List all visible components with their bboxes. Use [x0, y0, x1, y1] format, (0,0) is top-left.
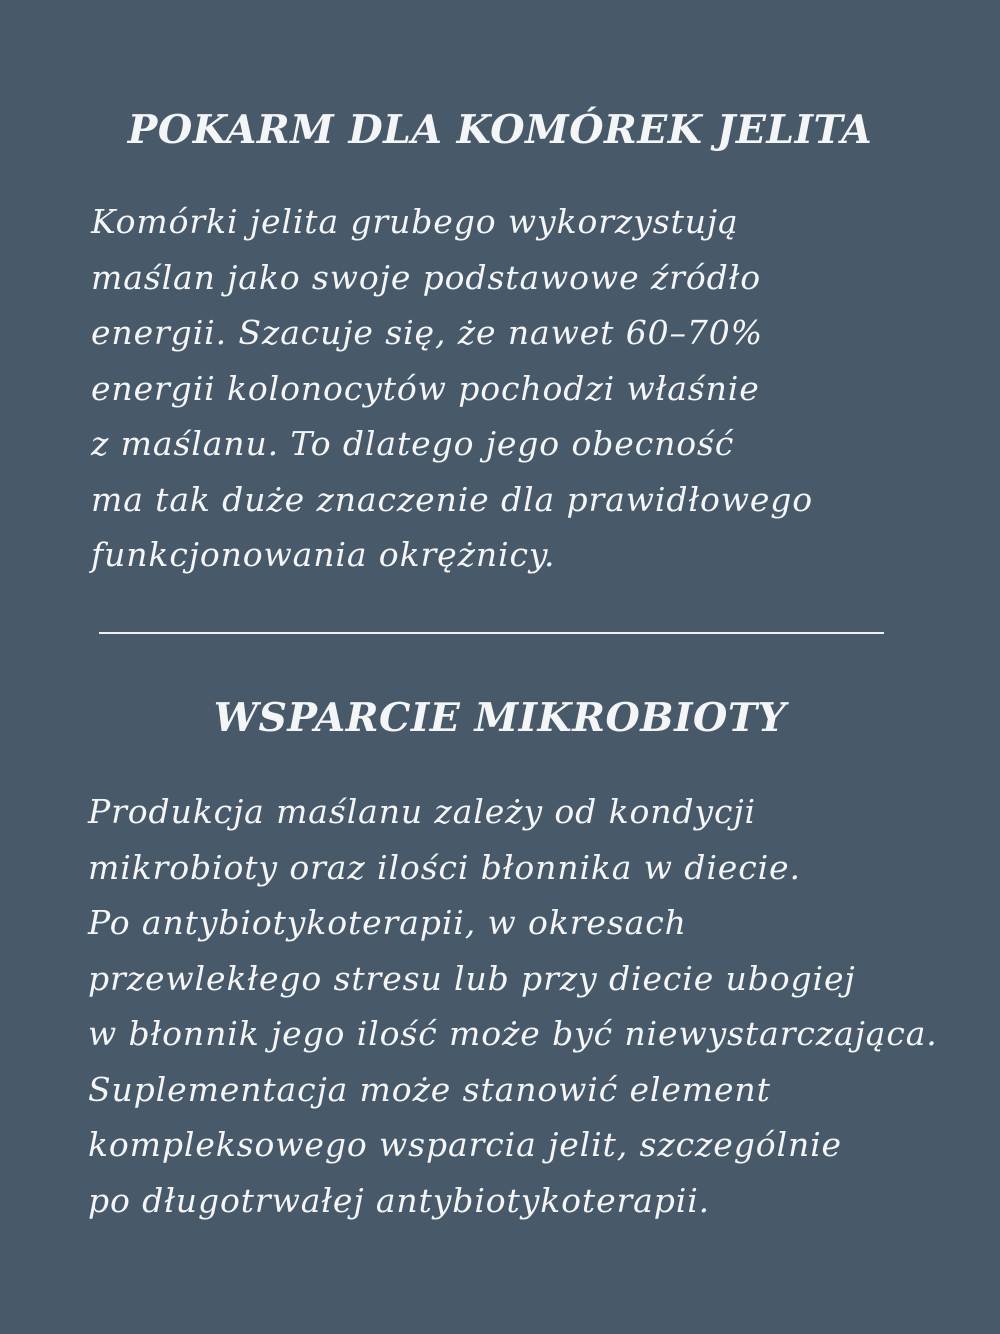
body-line: Suplementacja może stanowić element: [88, 1069, 771, 1109]
body-line: przewlekłego stresu lub przy diecie ubogiej: [88, 958, 856, 998]
body-line: funkcjonowania okrężnicy.: [91, 535, 556, 574]
section-body-gut-cells: [91, 194, 813, 583]
body-line: w błonnik jego ilość może być niewystarczająca.: [88, 1014, 938, 1053]
body-line: Produkcja maślanu zależy od kondycji: [88, 792, 756, 831]
section-body-microbiota: [88, 784, 938, 1228]
body-line: maślan jako swoje podstawowe źródło: [91, 257, 762, 297]
body-line: z maślanu. To dlatego jego obecność: [91, 424, 735, 463]
section-divider: [99, 632, 884, 634]
body-line: po długotrwałej antybiotykoterapii.: [88, 1180, 711, 1220]
body-line: energii. Szacuje się, że nawet 60–70%: [91, 313, 763, 352]
body-line: mikrobioty oraz ilości błonnika w diecie.: [88, 847, 801, 887]
body-line: ma tak duże znaczenie dla prawidłowego: [91, 479, 814, 519]
body-line: kompleksowego wsparcia jelit, szczególnie: [88, 1125, 842, 1164]
body-line: energii kolonocytów pochodzi właśnie: [91, 368, 760, 408]
body-line: Po antybiotykoterapii, w okresach: [88, 903, 687, 942]
section-heading-microbiota: WSPARCIE MIKROBIOTY: [213, 695, 787, 741]
body-line: Komórki jelita grubego wykorzystują: [91, 202, 739, 241]
section-heading-gut-cells: POKARM DLA KOMÓREK JELITA: [127, 107, 873, 153]
